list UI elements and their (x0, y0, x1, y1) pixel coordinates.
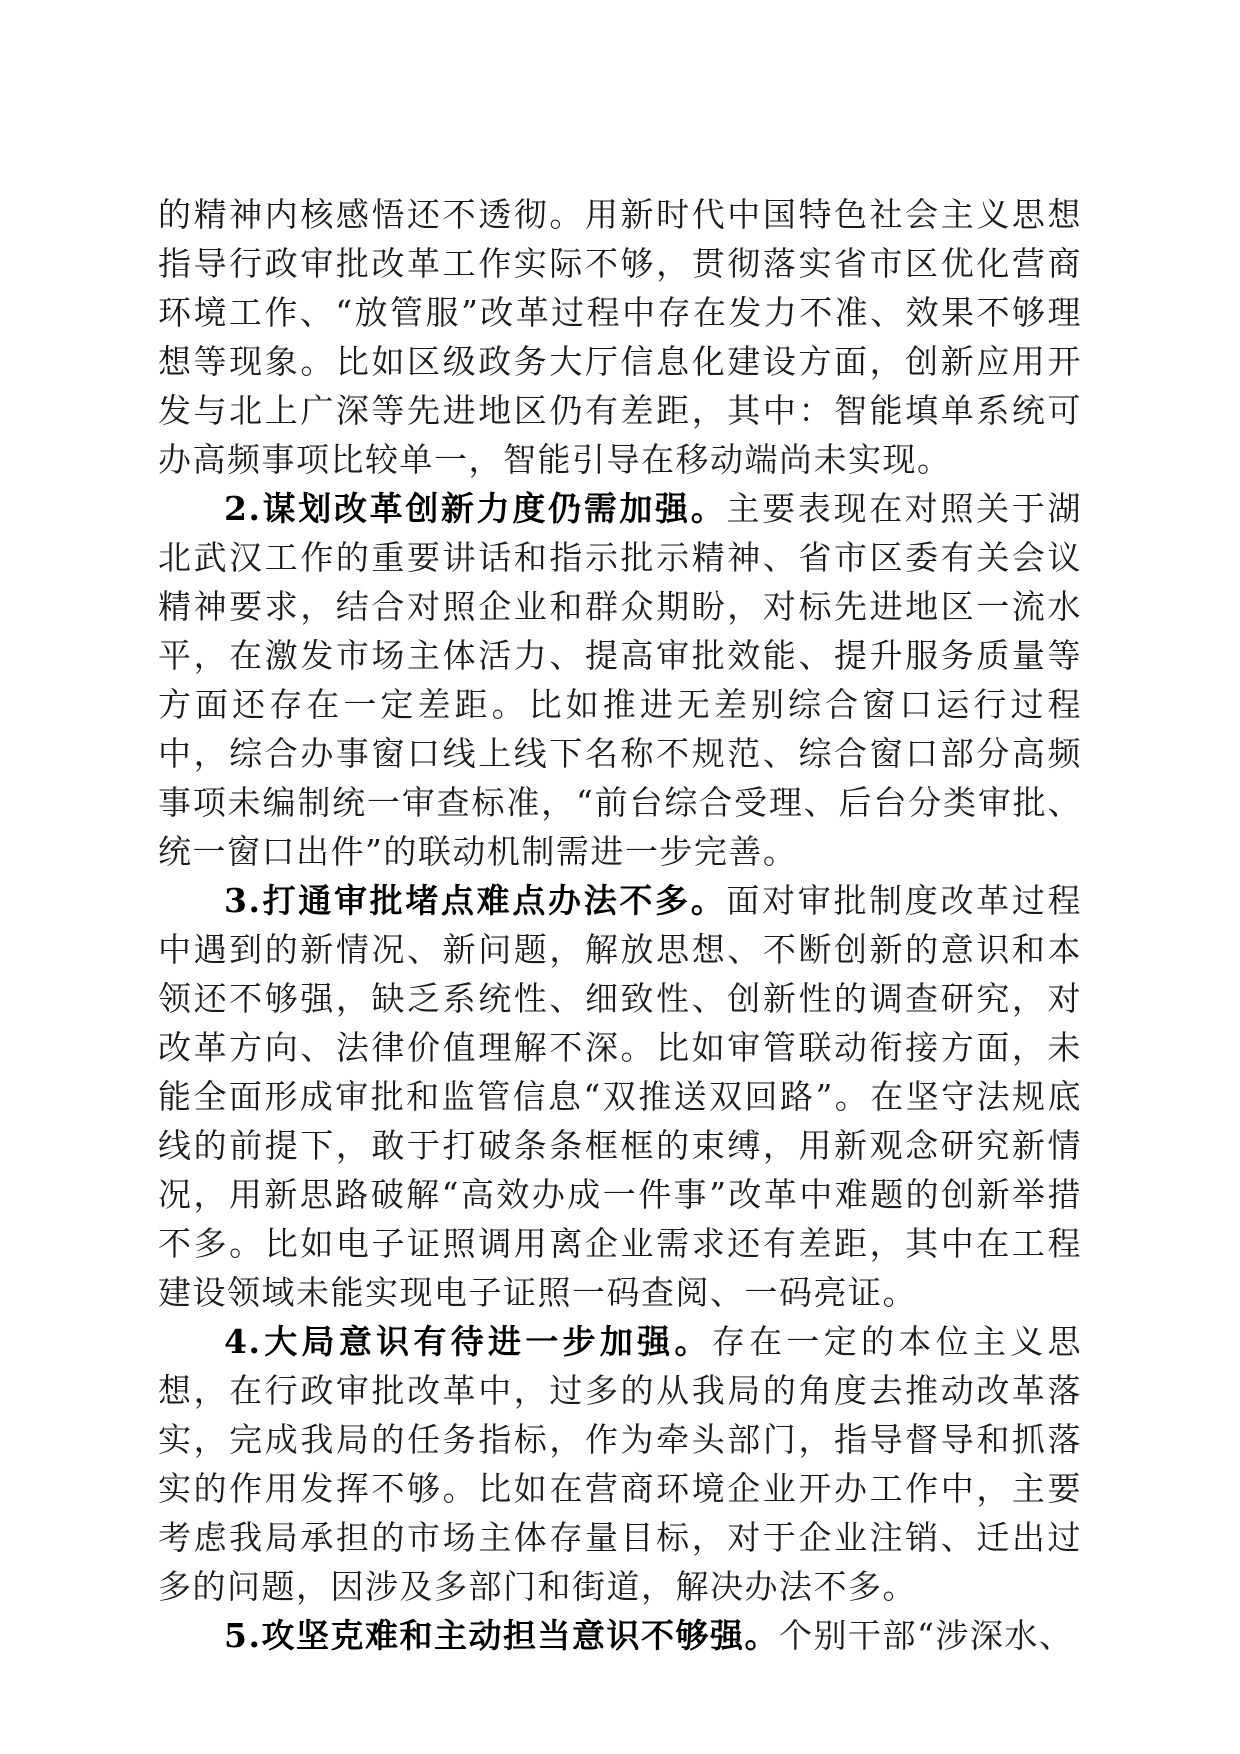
paragraph-5-heading: 5.攻坚克难和主动担当意识不够强。 (224, 1616, 779, 1655)
document-page (158, 190, 1082, 1660)
paragraph-3-heading: 3.打通审批堵点难点办法不多。 (224, 881, 727, 920)
paragraph-1-body: 的精神内核感悟还不透彻。用新时代中国特色社会主义思想指导行政审批改革工作实际不够，贯彻落实省市区优化营商环境工作、“放管服”改革过程中存在发力不准、效果不够理想等现象。比如区级政务大厅信息化建设方面，创新应用开发与北上广深等先进地区仍有差距，其中：智能填单系统可办高频事项比较单一，智能引导在移动端尚未实现。 (158, 195, 1082, 479)
paragraph-4-body: 存在一定的本位主义思想，在行政审批改革中，过多的从我局的角度去推动改革落实，完成我局的任务指标，作为牵头部门，指导督导和抓落实的作用发挥不够。比如在营商环境企业开办工作中，主要考虑我局承担的市场主体存量目标，对于企业注销、迁出过多的问题，因涉及多部门和街道，解决办法不多。 (158, 1322, 1083, 1606)
paragraph-5 (158, 1611, 1082, 1660)
paragraph-1 (158, 190, 1082, 484)
paragraph-2-body: 主要表现在对照关于湖北武汉工作的重要讲话和指示批示精神、省市区委有关会议精神要求，结合对照企业和群众期盼，对标先进地区一流水平，在激发市场主体活力、提高审批效能、提升服务质量等方面还存在一定差距。比如推进无差别综合窗口运行过程中，综合办事窗口线上线下名称不规范、综合窗口部分高频事项未编制统一审查标准，“前台综合受理、后台分类审批、统一窗口出件”的联动机制需进一步完善。 (158, 489, 1083, 871)
paragraph-4 (158, 1317, 1082, 1611)
paragraph-2 (158, 484, 1082, 876)
paragraph-3-body: 面对审批制度改革过程中遇到的新情况、新问题，解放思想、不断创新的意识和本领还不够强，缺乏系统性、细致性、创新性的调查研究，对改革方向、法律价值理解不深。比如审管联动衔接方面，未能全面形成审批和监管信息“双推送双回路”。在坚守法规底线的前提下，敢于打破条条框框的束缚，用新观念研究新情况，用新思路破解“高效办成一件事”改革中难题的创新举措不多。比如电子证照调用离企业需求还有差距，其中在工程建设领域未能实现电子证照一码查阅、一码亮证。 (158, 881, 1083, 1312)
paragraph-3 (158, 876, 1082, 1317)
paragraph-2-heading: 2.谋划改革创新力度仍需加强。 (224, 489, 727, 528)
paragraph-4-heading: 4.大局意识有待进一步加强。 (224, 1322, 712, 1361)
paragraph-5-body: 个别干部“涉深水、 (778, 1616, 1074, 1655)
